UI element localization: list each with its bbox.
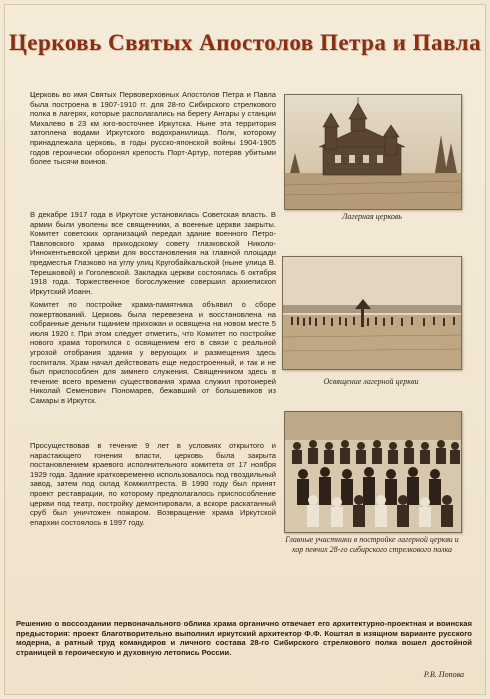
dropcap: Ц [30,90,36,99]
caption-photo-3: Главные участники в постройке лагерной церкви и хор певчих 28-го сибирского стрелкового полка [285,535,459,554]
caption-photo-1: Лагерная церковь [341,212,403,221]
page-title: Церковь Святых Апостолов Петра и Павла [8,30,482,55]
conclusion-text: Решению о воссоздании первоначального облика храма органично отвечает его архитектурно-проектная и воинская предыстория: проект благотворительно выполнил иркутский архитектор Ф.Ф. Коштял в изящном варианте русского модерна, а ратный труд командиров и личного состава 28-го Сибирского стрелкового полка вошел достойной страницей в героическую и духовную летопись России. [16,619,472,657]
paragraph-4: Просуществовав в течение 9 лет в условиях открытого и нарастающего гонения власти, церковь была закрыта постановлением краевого исполнительного комитета от 17 ноября 1929 года. Здание кратковременно использовалось под гвоздильный завод, затем под склад Комжилтреста. В 1990 году был принят проект реставрации, по которому предполагалось приспособление церкви под театр, постройку демонтировали, а вскоре раскатанный сруб был уничтожен пожаром. Возвращение храма Иркутской епархии состоялось в 1997 году. [30,441,276,527]
photo-consecration [282,256,462,370]
photo-camp-church [284,94,462,210]
paragraph-1-text: ерковь во имя Святых Первоверховных Апостолов Петра и Павла была построена в 1907-1910 гг. для 28-го Сибирского стрелкового полка в лагерях, которые располагались на берегу Ангары у станции Михалево в 23 км юго-восточнее Иркутска. Ныне эта территория затоплена водами Иркутского водохранилища. Полк, которому принадлежала церковь, в годы русско-японской войны 1904-1905 годов героически оборонял крепость Порт-Артур, потеряв убитыми более тысячи воинов. [30,90,276,167]
paragraph-2: В декабре 1917 года в Иркутске установилась Советская власть. В армии были уволены все священники, а военные церкви закрыты. Комитет советских организаций передал здание военного Петро-Павловского храма приходскому совету глазковской Николо-Иннокентьевской церкви для восстановления на главной площади предместья Глазково на углу улиц Кругобайкальской (ныне улица В. Терешковой) и Гоголевской. Закладка церкви состоялась 6 октября 1918 года. Торжественное богослужение совершил архиепископ Иркутский Иоанн. [30,210,276,296]
author-signature: Р.В. Попова [423,670,464,679]
caption-photo-2: Освящение лагерной церкви [323,377,419,386]
paragraph-1 [30,90,276,167]
paragraph-3: Комитет по постройке храма-памятника объявил о сборе пожертвований. Церковь была перевезена и восстановлена на собранные деньги тщанием прихожан и освящена на новом месте 5 июля 1920 г. При этом следует отметить, что Комитет по постройке нового храма торопился с освящением его в связи с реальной угрозой отобрания здания у верующих и размещения здесь госпиталя. Храм начал действовать еще недостроенный, и так и не был приспособлен для зимнего служения. Священником здесь в течение всего времени существования храма служил протоиерей Николай Семенович Пономарев, бежавший от большевиков из Самары в Иркутск. [30,300,276,405]
photo-group-choir [284,411,462,533]
